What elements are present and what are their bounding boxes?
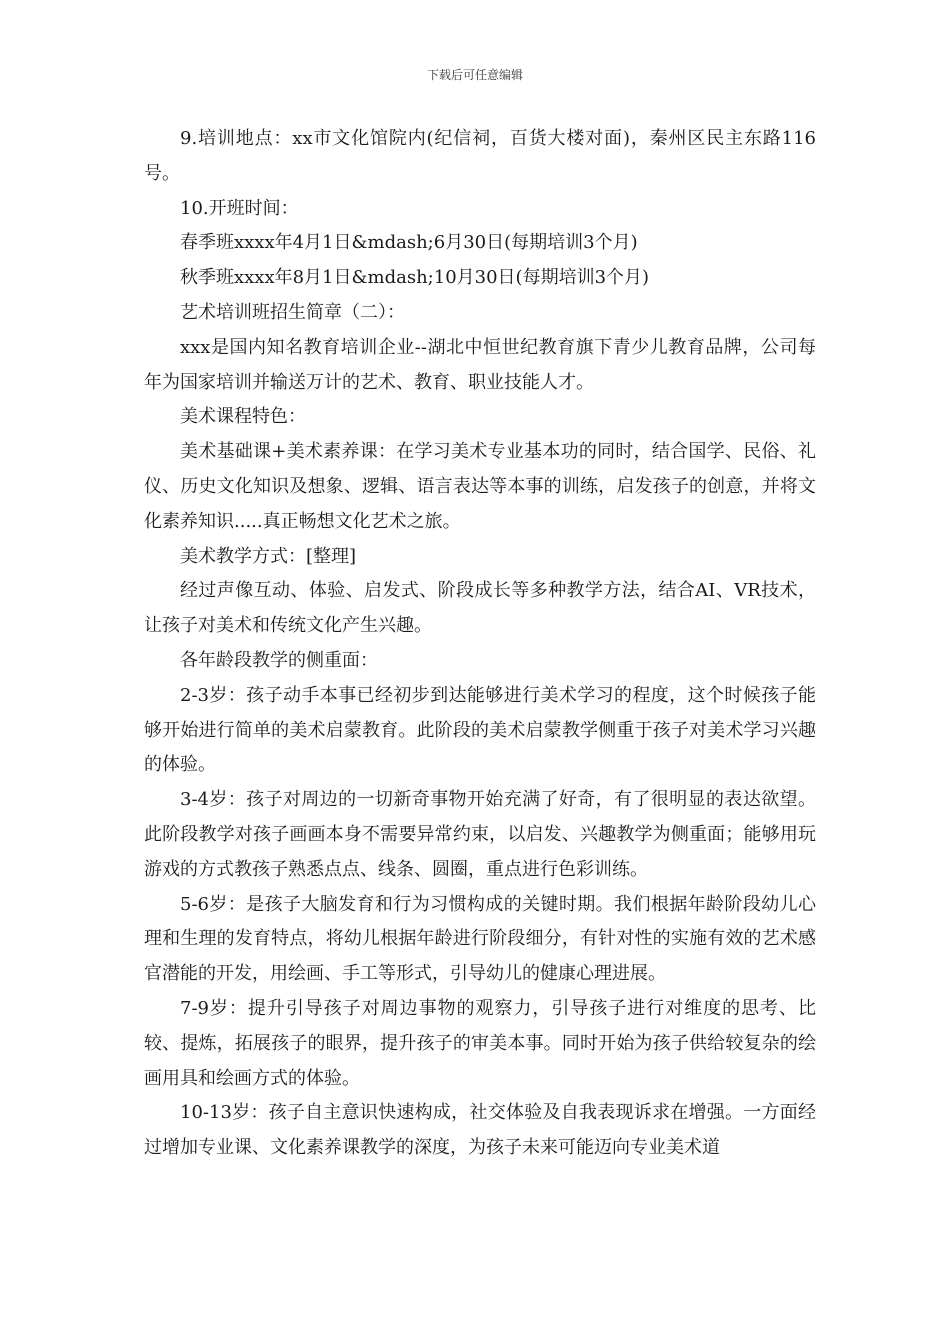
paragraph: 9.培训地点：xx市文化馆院内(纪信祠，百货大楼对面)，秦州区民主东路116号。 (144, 128, 816, 184)
paragraph: 春季班xxxx年4月1日&mdash;6月30日(每期培训3个月) (180, 232, 638, 254)
document-body (144, 122, 816, 1166)
subheading: 美术课程特色： (180, 406, 306, 428)
paragraph: 5-6岁：是孩子大脑发育和行为习惯构成的关键时期。我们根据年龄阶段幼儿心理和生理的发育特点，将幼儿根据年龄进行阶段细分，有针对性的实施有效的艺术感官潜能的开发，用绘画、手工等形式，引导幼儿的健康心理进展。 (144, 893, 816, 985)
paragraph: 10.开班时间： (180, 197, 299, 219)
paragraph: 秋季班xxxx年8月1日&mdash;10月30日(每期培训3个月) (180, 267, 650, 289)
subheading: 美术教学方式：[整理] (180, 545, 357, 567)
paragraph: 3-4岁：孩子对周边的一切新奇事物开始充满了好奇，有了很明显的表达欲望。此阶段教学对孩子画画本身不需要异常约束，以启发、兴趣教学为侧重面；能够用玩游戏的方式教孩子熟悉点点、线条、圆圈，重点进行色彩训练。 (144, 789, 816, 880)
paragraph: 经过声像互动、体验、启发式、阶段成长等多种教学方法，结合AI、VR技术，让孩子对美术和传统文化产生兴趣。 (144, 580, 816, 637)
section-heading: 艺术培训班招生简章（二）： (180, 301, 405, 323)
paragraph: xxx是国内知名教育培训企业--湖北中恒世纪教育旗下青少儿教育品牌，公司每年为国家培训并输送万计的艺术、教育、职业技能人才。 (144, 336, 816, 393)
paragraph: 美术基础课+美术素养课：在学习美术专业基本功的同时，结合国学、民俗、礼仪、历史文化知识及想象、逻辑、语言表达等本事的训练，启发孩子的创意，并将文化素养知识.....真正畅想文化艺术之旅。 (144, 441, 816, 532)
page-header: 下载后可任意编辑 (426, 68, 523, 82)
subheading: 各年龄段教学的侧重面： (180, 649, 378, 671)
paragraph: 10-13岁：孩子自主意识快速构成，社交体验及自我表现诉求在增强。一方面经过增加专业课、文化素养课教学的深度，为孩子未来可能迈向专业美术道 (144, 1102, 816, 1159)
paragraph: 2-3岁：孩子动手本事已经初步到达能够进行美术学习的程度，这个时候孩子能够开始进行简单的美术启蒙教育。此阶段的美术启蒙教学侧重于孩子对美术学习兴趣的体验。 (144, 684, 816, 776)
paragraph: 7-9岁：提升引导孩子对周边事物的观察力，引导孩子进行对维度的思考、比较、提炼，拓展孩子的眼界，提升孩子的审美本事。同时开始为孩子供给较复杂的绘画用具和绘画方式的体验。 (144, 997, 816, 1089)
